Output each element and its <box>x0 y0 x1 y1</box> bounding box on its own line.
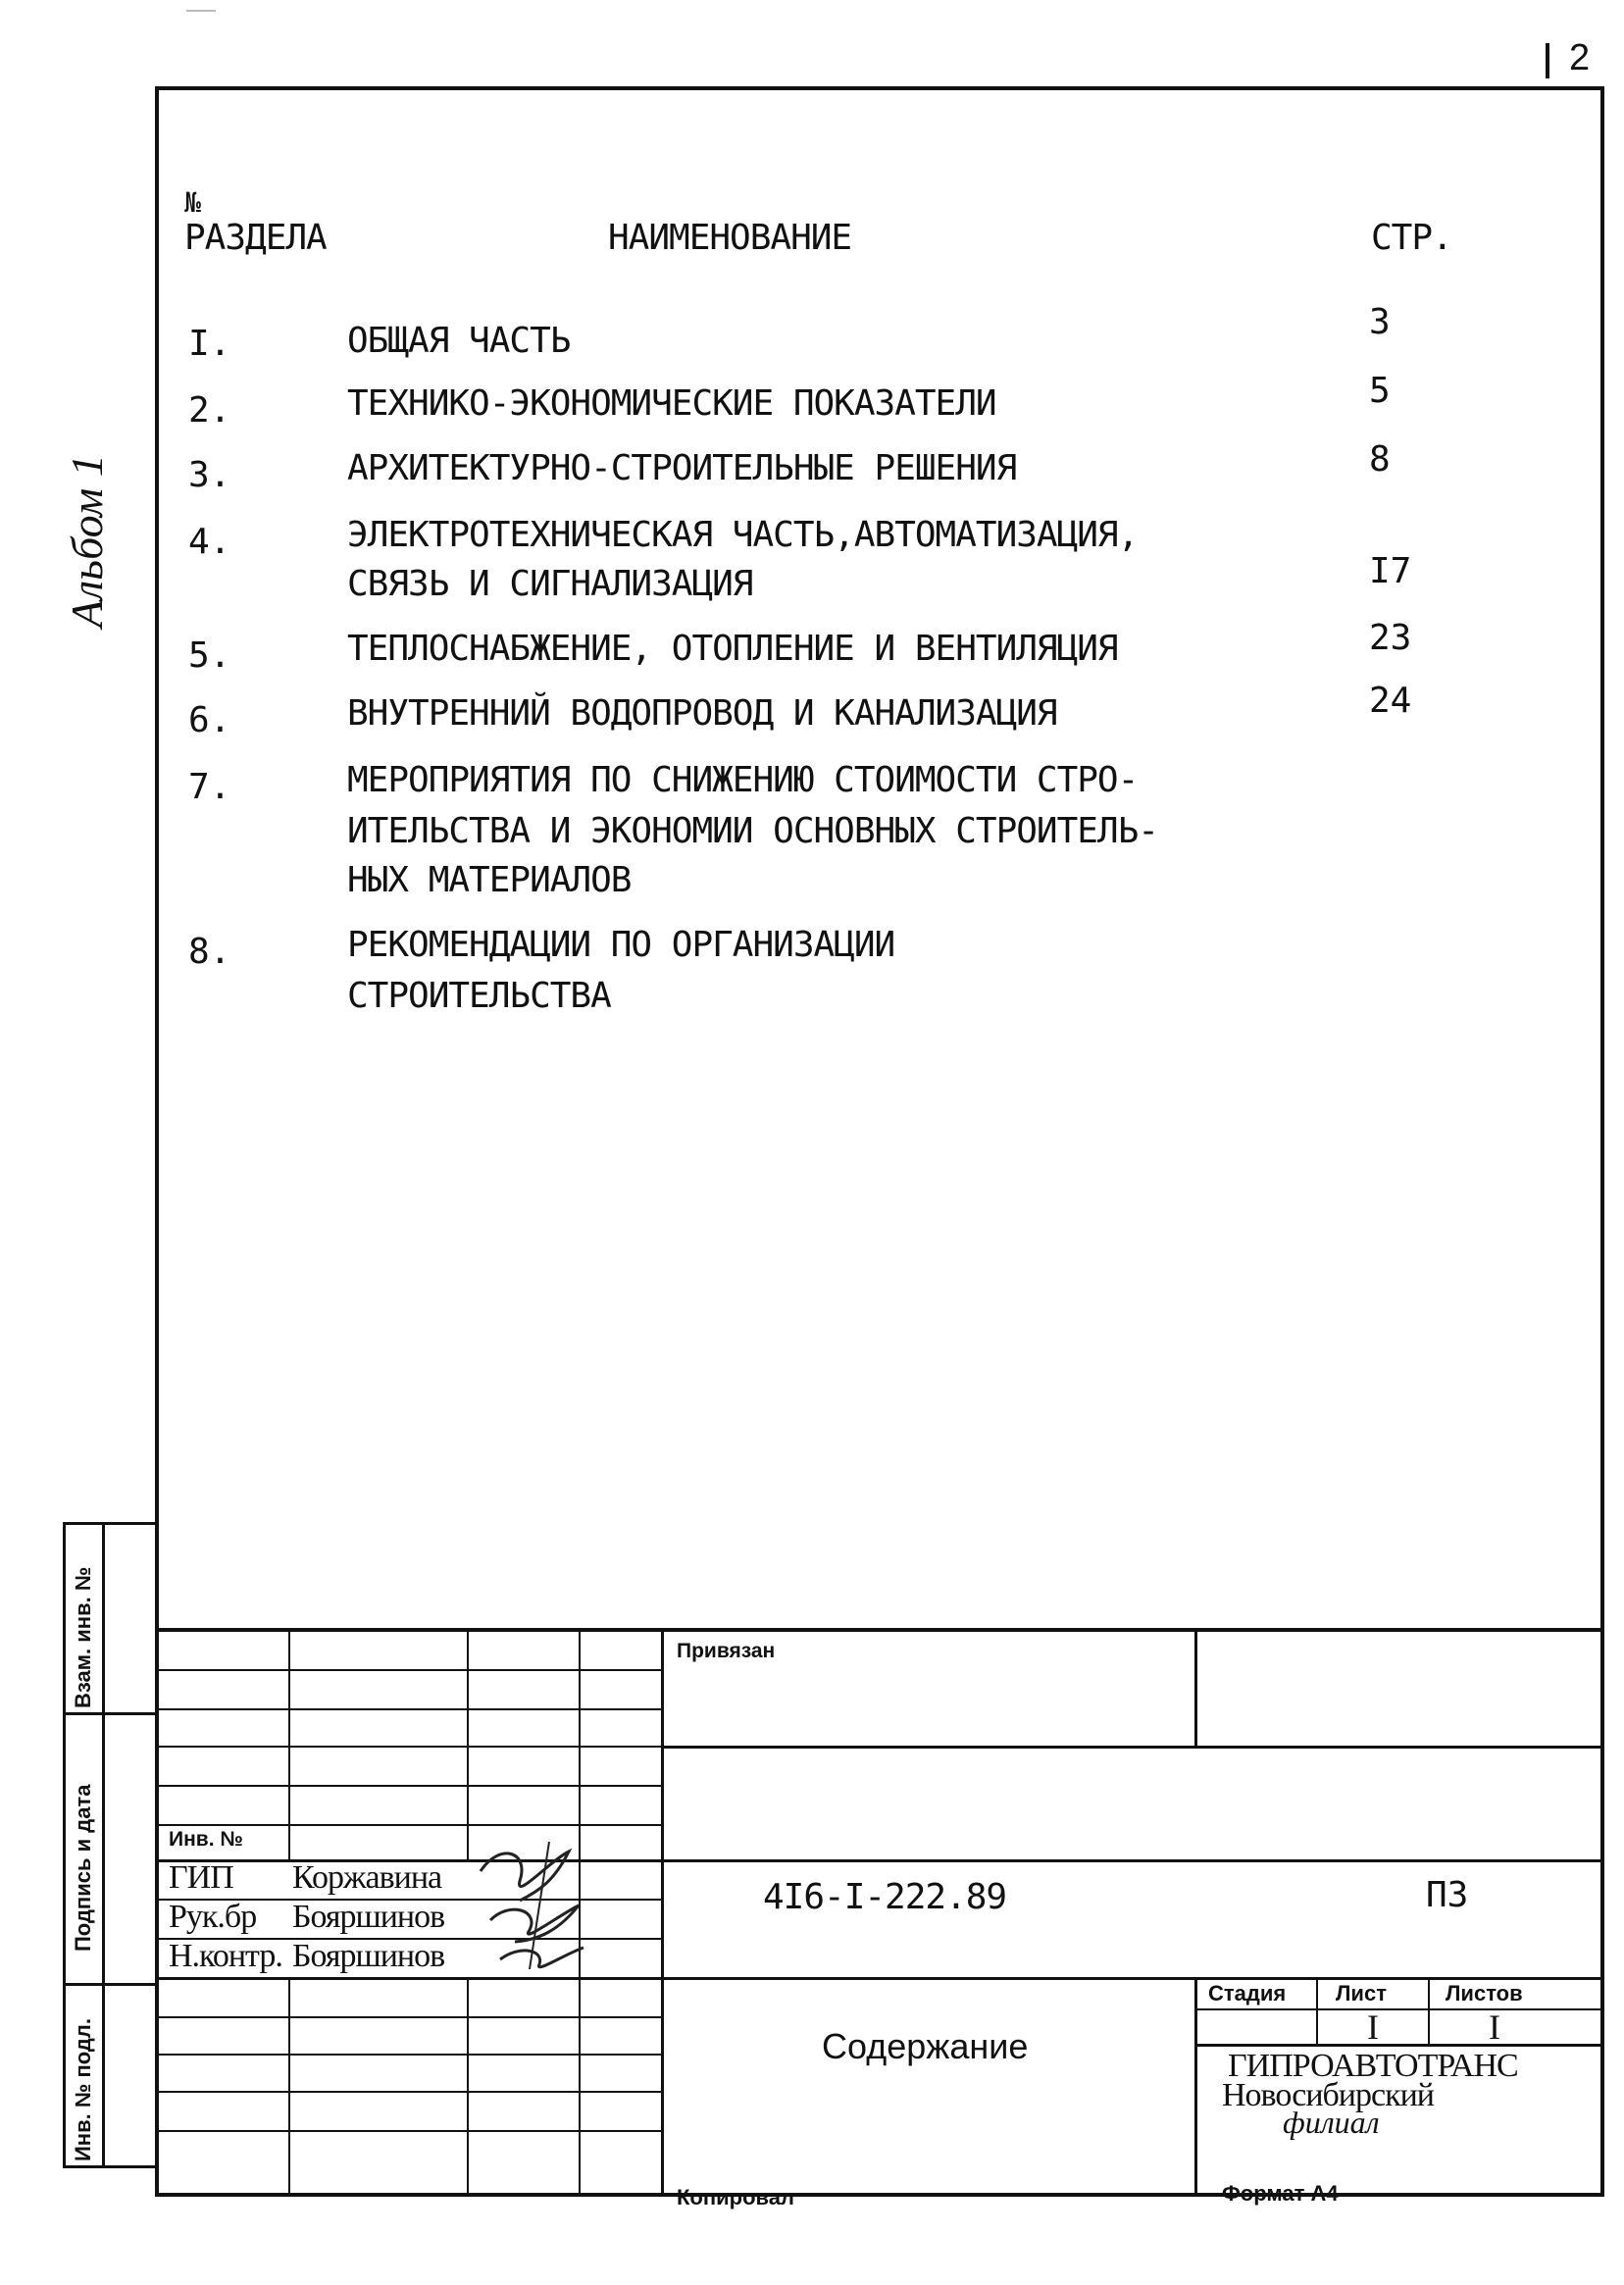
section-7-title-line-2: ИТЕЛЬСТВА И ЭКОНОМИИ ОСНОВНЫХ СТРОИТЕЛЬ- <box>347 811 1158 851</box>
sheet-label: Лист <box>1336 1981 1387 2006</box>
section-8-title-line-2: СТРОИТЕЛЬСТВА <box>347 976 611 1016</box>
section-2-page: 5 <box>1369 371 1391 411</box>
footer-format: Формат А4 <box>1222 2181 1339 2206</box>
sheet-number: 2 <box>1569 37 1591 78</box>
section-1-number: I. <box>188 324 231 364</box>
header-num-symbol: № <box>184 186 200 219</box>
sheets-label: Листов <box>1446 1981 1523 2006</box>
section-8-title-line-1: РЕКОМЕНДАЦИИ ПО ОРГАНИЗАЦИИ <box>347 925 895 965</box>
section-4-title-line-1: ЭЛЕКТРОТЕХНИЧЕСКАЯ ЧАСТЬ,АВТОМАТИЗАЦИЯ, <box>347 515 1139 555</box>
section-7-number: 7. <box>188 767 231 807</box>
org-line-2: Новосибирский <box>1222 2077 1435 2113</box>
stage-label: Стадия <box>1208 1981 1287 2006</box>
header-name-label: НАИМЕНОВАНИЕ <box>608 218 852 258</box>
inv-no-label: Инв. № <box>169 1828 243 1851</box>
signer-1-role: ГИП <box>169 1859 233 1896</box>
section-6-page: 24 <box>1369 681 1412 721</box>
header-page-label: СТР. <box>1371 218 1452 258</box>
signatures <box>461 1832 598 1979</box>
signer-1-name: Коржавина <box>292 1859 442 1896</box>
doc-mark: ПЗ <box>1426 1875 1469 1915</box>
section-5-number: 5. <box>188 635 231 676</box>
signer-3-role: Н.контр. <box>169 1938 282 1974</box>
section-7-title-line-3: НЫХ МАТЕРИАЛОВ <box>347 860 632 900</box>
top-mark <box>186 10 216 12</box>
privyazan-label: Привязан <box>677 1640 776 1662</box>
section-2-title: ТЕХНИКО-ЭКОНОМИЧЕСКИЕ ПОКАЗАТЕЛИ <box>347 383 996 424</box>
section-4-number: 4. <box>188 522 231 562</box>
doc-title: Содержание <box>822 2026 1029 2066</box>
section-7-title-line-1: МЕРОПРИЯТИЯ ПО СНИЖЕНИЮ СТОИМОСТИ СТРО- <box>347 760 1139 800</box>
section-4-title-line-2: СВЯЗЬ И СИГНАЛИЗАЦИЯ <box>347 564 753 604</box>
org-line-1: ГИПРОАВТОТРАНС <box>1228 2048 1518 2084</box>
header-section-label: РАЗДЕЛА <box>184 218 327 258</box>
sheet-value: I <box>1367 2007 1379 2047</box>
sheet-number-tick <box>1546 43 1549 78</box>
side-label-vzam-inv: Взам. инв. № <box>71 1566 95 1708</box>
signer-3-name: Бояршинов <box>292 1938 445 1974</box>
side-label-podpis-data: Подпись и дата <box>71 1784 95 1952</box>
section-5-title: ТЕПЛОСНАБЖЕНИЕ, ОТОПЛЕНИЕ И ВЕНТИЛЯЦИЯ <box>347 629 1118 669</box>
section-6-title: ВНУТРЕННИЙ ВОДОПРОВОД И КАНАЛИЗАЦИЯ <box>347 693 1057 734</box>
doc-code: 4I6-I-222.89 <box>763 1877 1007 1917</box>
signer-2-role: Рук.бр <box>169 1899 257 1935</box>
section-3-title: АРХИТЕКТУРНО-СТРОИТЕЛЬНЫЕ РЕШЕНИЯ <box>347 448 1017 488</box>
side-strip-outer <box>63 1522 66 2167</box>
album-mark: Альбом 1 <box>62 454 112 628</box>
sheets-value: I <box>1489 2007 1500 2047</box>
side-strip-inner <box>102 1522 105 2167</box>
side-label-inv-podl: Инв. № подл. <box>71 2018 95 2161</box>
section-3-number: 3. <box>188 455 231 495</box>
org-line-3: филиал <box>1283 2105 1380 2140</box>
section-4-page: I7 <box>1369 551 1412 591</box>
section-6-number: 6. <box>188 700 231 740</box>
section-1-title: ОБЩАЯ ЧАСТЬ <box>347 321 571 361</box>
section-1-page: 3 <box>1369 302 1391 342</box>
signer-2-name: Бояршинов <box>292 1899 445 1935</box>
section-8-number: 8. <box>188 932 231 972</box>
section-2-number: 2. <box>188 390 231 431</box>
footer-copied: Копировал <box>677 2185 795 2209</box>
section-3-page: 8 <box>1369 439 1391 480</box>
section-5-page: 23 <box>1369 618 1412 658</box>
